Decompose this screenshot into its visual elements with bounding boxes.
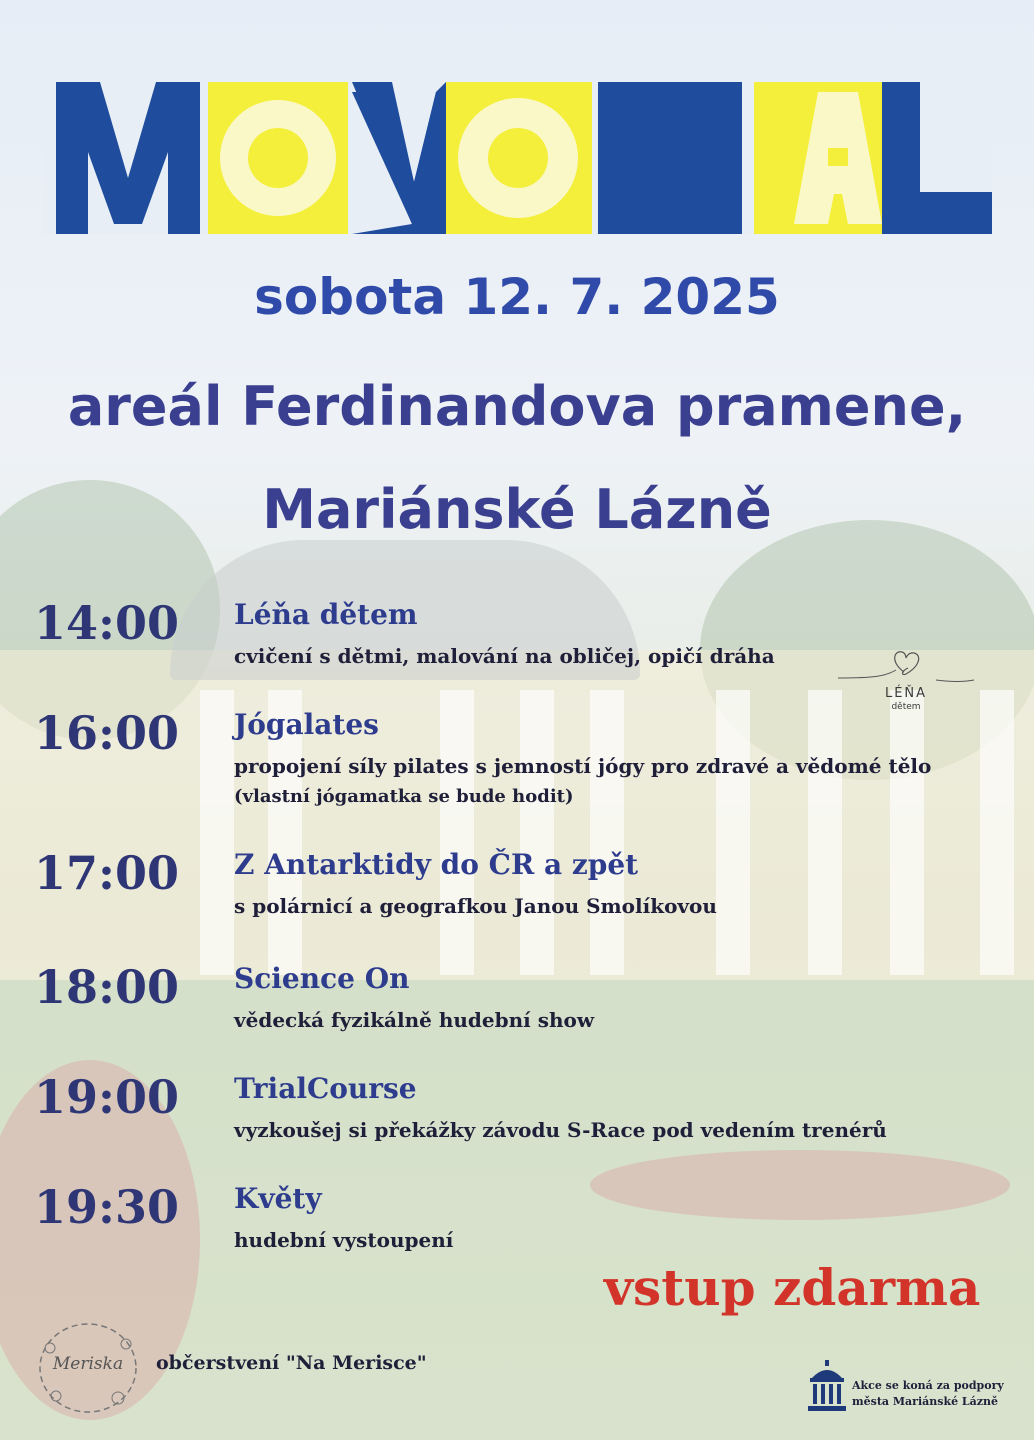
program-title: Z Antarktidy do ČR a zpět bbox=[234, 848, 639, 881]
support-line1: Akce se koná za podpory bbox=[852, 1379, 1004, 1392]
program-time: 18:00 bbox=[34, 960, 180, 1014]
program-title: Science On bbox=[234, 962, 410, 995]
program-desc: s polárnicí a geografkou Janou Smolíkovou bbox=[234, 894, 717, 918]
lena-brand: LÉŇA bbox=[884, 686, 928, 701]
program-note: (vlastní jógamatka se bude hodit) bbox=[234, 786, 574, 807]
support-line2: města Mariánské Lázně bbox=[852, 1395, 999, 1408]
program-title: TrialCourse bbox=[234, 1072, 417, 1105]
event-place-line2: Mariánské Lázně bbox=[262, 478, 772, 541]
program-desc: propojení síly pilates s jemností jógy pro zdravé a vědomé tělo bbox=[234, 754, 932, 778]
program-time: 14:00 bbox=[34, 596, 180, 650]
lena-sub: dětem bbox=[891, 702, 921, 712]
colonnade-icon bbox=[808, 1360, 846, 1412]
event-place-line1: areál Ferdinandova pramene, bbox=[67, 375, 967, 438]
support-text bbox=[852, 1378, 1004, 1410]
movomal-logo bbox=[42, 82, 992, 234]
program-time: 17:00 bbox=[34, 846, 180, 900]
meriska-logo bbox=[30, 1318, 146, 1418]
program-title: Květy bbox=[234, 1182, 322, 1215]
free-entry: vstup zdarma bbox=[604, 1258, 981, 1317]
heart-icon bbox=[836, 644, 976, 688]
program-time: 19:00 bbox=[34, 1070, 180, 1124]
refreshments-text: občerstvení "Na Merisce" bbox=[156, 1352, 427, 1374]
program-desc: hudební vystoupení bbox=[234, 1228, 454, 1252]
event-date: sobota 12. 7. 2025 bbox=[254, 268, 780, 326]
program-time: 19:30 bbox=[34, 1180, 180, 1234]
meriska-label: Meriska bbox=[52, 1354, 124, 1374]
program-time: 16:00 bbox=[34, 706, 180, 760]
program-desc: vědecká fyzikálně hudební show bbox=[234, 1008, 595, 1032]
program-desc: vyzkoušej si překážky závodu S-Race pod vedením trenérů bbox=[234, 1118, 887, 1142]
program-desc: cvičení s dětmi, malování na obličej, opičí dráha bbox=[234, 644, 775, 668]
program-title: Jógalates bbox=[234, 708, 379, 741]
lena-detem-logo bbox=[836, 644, 976, 716]
program-title: Léňa dětem bbox=[234, 598, 418, 631]
